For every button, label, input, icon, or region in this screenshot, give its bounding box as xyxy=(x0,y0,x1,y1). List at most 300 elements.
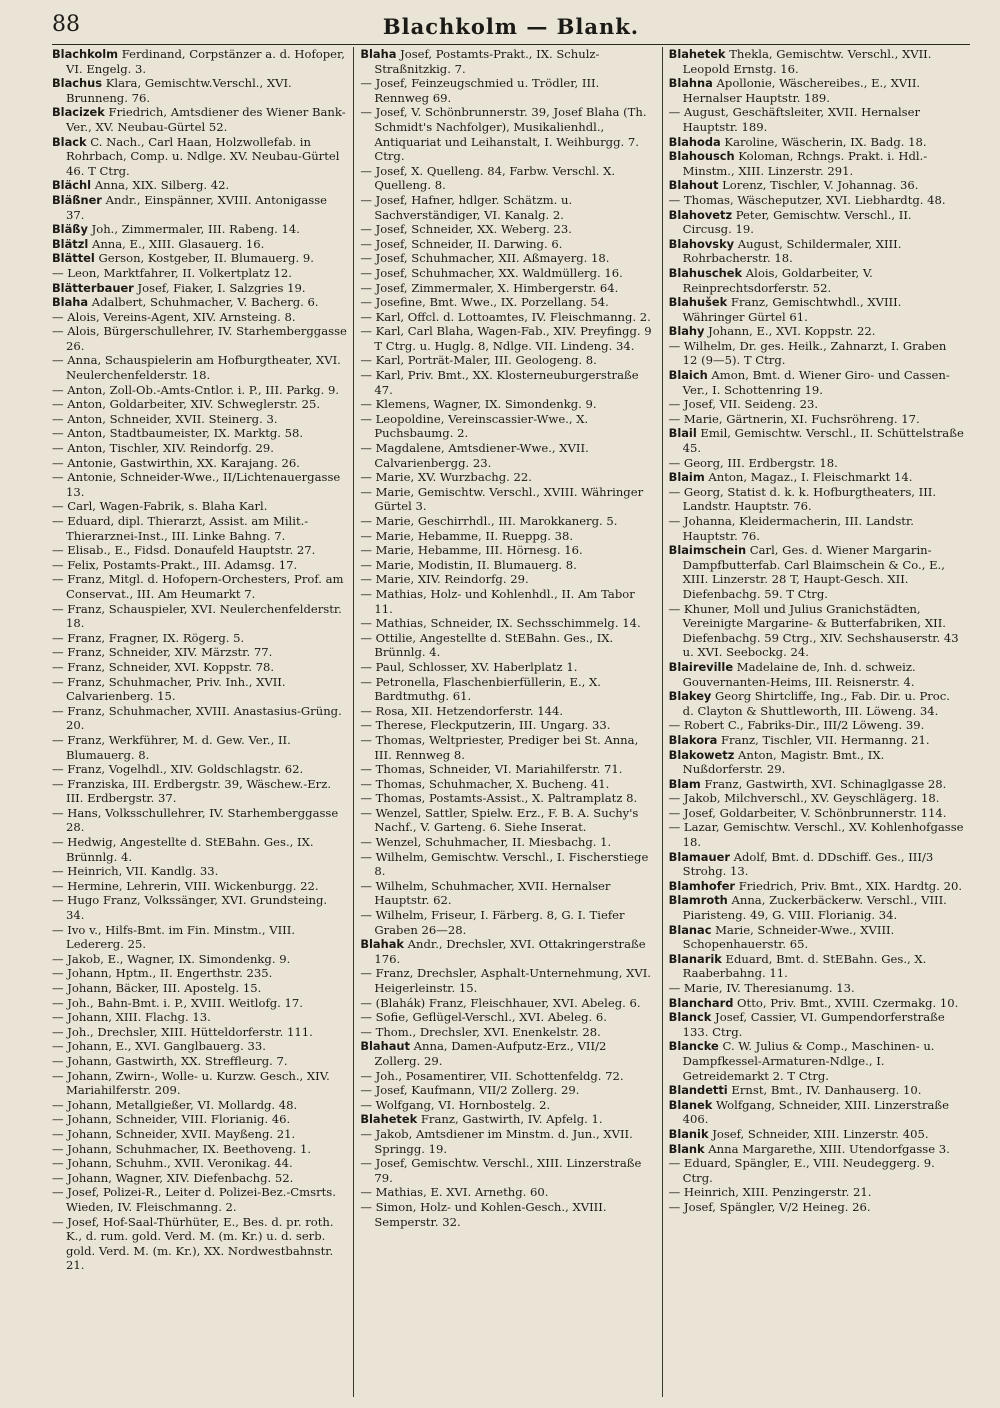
entry-details: — Khuner, Moll und Julius Granichstädten, Vereinigte Margarine- & Butterfabriken, XII. Diefenbachg. 59 Ctrg., XIV. Sechshauserstr. 43 u. XVI. Seebockg. 24. xyxy=(668,601,959,660)
directory-entry xyxy=(52,1025,347,1040)
entry-details: — Felix, Postamts-Prakt., III. Adamsg. 17. xyxy=(52,557,298,572)
directory-entry xyxy=(360,1069,655,1084)
entry-details: Anna, E., XIII. Glasauerg. 16. xyxy=(88,236,265,251)
directory-entry xyxy=(360,966,655,995)
directory-entry xyxy=(360,281,655,296)
entry-details: — Leon, Marktfahrer, II. Volkertplatz 12. xyxy=(52,265,292,280)
entry-details: — Josef, Kaufmann, VII/2 Zollerg. 29. xyxy=(360,1083,580,1098)
entry-details: Anna, Zuckerbäckerw. Verschl., VIII. Piaristeng. 49, G. VIII. Florianig. 34. xyxy=(682,893,947,923)
entry-surname: Blahaut xyxy=(360,1039,410,1054)
entry-surname: Bläßner xyxy=(52,192,102,207)
entry-details: — Marie, Modistin, II. Blumauerg. 8. xyxy=(360,557,577,572)
entry-details: Anna, XIX. Silberg. 42. xyxy=(91,178,230,193)
entry-details: — Joh., Bahn-Bmt. i. P., XVIII. Weitlofg. 17. xyxy=(52,995,303,1010)
directory-entry xyxy=(360,266,655,281)
entry-details: — Johann, Hptm., II. Engerthstr. 235. xyxy=(52,966,273,981)
directory-entry xyxy=(669,733,964,748)
directory-entry xyxy=(360,733,655,762)
directory-entry xyxy=(669,149,964,178)
directory-columns xyxy=(52,47,970,1397)
directory-entry xyxy=(52,923,347,952)
directory-entry xyxy=(669,295,964,324)
directory-entry xyxy=(669,208,964,237)
entry-surname: Blaha xyxy=(52,295,89,310)
directory-entry xyxy=(360,237,655,252)
entry-details: — Marie, Geschirrhdl., III. Marokkanerg. 5. xyxy=(360,514,618,528)
entry-details: — Jakob, E., Wagner, IX. Simondenkg. 9. xyxy=(52,951,291,966)
entry-surname: Blahna xyxy=(668,76,713,91)
entry-details: Josef, Schneider, XIII. Linzerstr. 405. xyxy=(708,1126,929,1141)
entry-details: — Josef, Polizei-R., Leiter d. Polizei-Bez.-Cmsrts. Wieden, IV. Fleischmanng. 2. xyxy=(52,1185,336,1214)
entry-surname: Blamauer xyxy=(668,849,730,864)
entry-surname: Blaimschein xyxy=(668,543,747,558)
directory-entry xyxy=(360,1025,655,1040)
directory-entry xyxy=(360,529,655,544)
entry-surname: Blahetek xyxy=(360,1112,418,1127)
entry-details: — Josef, Schneider, XX. Weberg. 23. xyxy=(360,222,572,237)
directory-entry xyxy=(52,1069,347,1098)
entry-details: — Mathias, Holz- und Kohlenhdl., II. Am Tabor 11. xyxy=(360,586,635,616)
entry-details: C. W. Julius & Comp., Maschinen- u. Dampfkessel-Armaturen-Ndlge., I. Getreidemarkt 2. T Ctrg. xyxy=(682,1039,935,1083)
directory-entry xyxy=(360,324,655,353)
entry-details: Madelaine de, Inh. d. schweiz. Gouvernanten-Heims, III. Reisnerstr. 4. xyxy=(682,659,916,689)
entry-surname: Blachus xyxy=(52,76,103,91)
entry-details: — Johann, Schuhmacher, IX. Beethoveng. 1. xyxy=(52,1141,312,1156)
entry-details: — Anna, Schauspielerin am Hofburgtheater, XVI. Neulerchenfelderstr. 18. xyxy=(52,353,341,383)
entry-surname: Blanac xyxy=(668,922,712,937)
entry-details: — Karl, Priv. Bmt., XX. Klosterneuburgerstraße 47. xyxy=(360,368,639,397)
directory-entry xyxy=(360,704,655,719)
entry-details: — Paul, Schlosser, XV. Haberlplatz 1. xyxy=(360,659,578,674)
entry-details: — Marie, Hebamme, III. Hörnesg. 16. xyxy=(360,543,583,558)
entry-details: — Marie, XV. Wurzbachg. 22. xyxy=(360,470,532,485)
directory-entry xyxy=(360,164,655,193)
entry-surname: Blandetti xyxy=(668,1083,728,1098)
directory-entry xyxy=(360,295,655,310)
entry-details: — Ottilie, Angestellte d. StEBahn. Ges., IX. Brünnlg. 4. xyxy=(360,630,614,660)
directory-entry xyxy=(52,572,347,601)
page-header xyxy=(52,8,970,45)
directory-entry xyxy=(669,426,964,455)
entry-details: — (Blahák) Franz, Fleischhauer, XVI. Abeleg. 6. xyxy=(360,995,641,1010)
entry-details: — Franziska, III. Erdbergstr. 39, Wäschew.-Erz. III. Erdbergstr. 37. xyxy=(52,776,332,806)
directory-entry xyxy=(52,952,347,967)
directory-entry xyxy=(52,499,347,514)
directory-entry xyxy=(52,456,347,471)
directory-entry xyxy=(360,572,655,587)
entry-details: — Johanna, Kleidermacherin, III. Landstr. Hauptstr. 76. xyxy=(668,514,914,543)
directory-entry xyxy=(669,1127,964,1142)
entry-details: — Anton, Stadtbaumeister, IX. Marktg. 58. xyxy=(52,426,304,441)
entry-details: — Franz, Fragner, IX. Rögerg. 5. xyxy=(52,630,245,645)
directory-entry xyxy=(52,237,347,252)
entry-surname: Blahak xyxy=(360,937,404,952)
entry-details: — Karl, Porträt-Maler, III. Geologeng. 8. xyxy=(360,353,597,368)
directory-entry xyxy=(360,631,655,660)
directory-entry xyxy=(669,193,964,208)
entry-surname: Blanchard xyxy=(668,995,734,1010)
entry-details: — Wilhelm, Schuhmacher, XVII. Hernalser Hauptstr. 62. xyxy=(360,878,611,908)
entry-details: — Anton, Goldarbeiter, XIV. Schweglerstr. 25. xyxy=(52,397,321,412)
entry-details: — Josef, Feinzeugschmied u. Trödler, III. Rennweg 69. xyxy=(360,76,600,105)
directory-entry xyxy=(52,558,347,573)
entry-details: — Petronella, Flaschenbierfüllerin, E., X. Bardtmuthg. 61. xyxy=(360,674,601,704)
entry-details: Andr., Drechsler, XVI. Ottakringerstraße 176. xyxy=(374,937,646,966)
entry-details: Franz, Gastwirth, IV. Apfelg. 1. xyxy=(417,1112,603,1127)
entry-details: — Franz, Schuhmacher, Priv. Inh., XVII. Calvarienberg. 15. xyxy=(52,674,286,704)
entry-details: — Wilhelm, Friseur, I. Färberg. 8, G. I. Tiefer Graben 26—28. xyxy=(360,908,625,937)
entry-surname: Blächl xyxy=(52,178,92,193)
entry-details: — Marie, IV. Theresianumg. 13. xyxy=(668,981,855,995)
directory-entry xyxy=(669,76,964,105)
entry-details: — Marie, Gemischtw. Verschl., XVIII. Währinger Gürtel 3. xyxy=(360,484,644,514)
entry-surname: Blaireville xyxy=(668,659,734,674)
directory-entry xyxy=(669,1142,964,1157)
directory-entry xyxy=(52,135,347,179)
directory-entry xyxy=(52,178,347,193)
entry-details: — Sofie, Geflügel-Verschl., XVI. Abeleg. 6. xyxy=(360,1010,607,1025)
directory-entry xyxy=(360,47,655,76)
directory-entry xyxy=(52,1127,347,1142)
directory-entry xyxy=(360,996,655,1011)
entry-details: Apollonie, Wäschereibes., E., XVII. Hernalser Hauptstr. 189. xyxy=(682,76,921,105)
entry-details: C. Nach., Carl Haan, Holzwollefab. in Rohrbach, Comp. u. Ndlge. XV. Neubau-Gürtel 46. T Ctrg. xyxy=(66,134,340,178)
entry-details: — Josefine, Bmt. Wwe., IX. Porzellang. 54. xyxy=(360,295,609,310)
entry-details: — Ivo v., Hilfs-Bmt. im Fin. Minstm., VIII. Ledererg. 25. xyxy=(52,922,296,952)
entry-details: Emil, Gemischtw. Verschl., II. Schüttelstraße 45. xyxy=(682,426,964,456)
entry-surname: Blahetek xyxy=(668,47,726,61)
entry-details: Gerson, Kostgeber, II. Blumauerg. 9. xyxy=(94,251,314,266)
directory-entry xyxy=(669,178,964,193)
directory-entry xyxy=(669,1039,964,1083)
directory-entry xyxy=(360,368,655,397)
entry-details: Amon, Bmt. d. Wiener Giro- und Cassen-Ver., I. Schottenring 19. xyxy=(682,368,950,397)
entry-surname: Blank xyxy=(668,1141,705,1156)
entry-details: Peter, Gemischtw. Verschl., II. Circusg. 19. xyxy=(682,207,912,237)
entry-details: — Franz, Werkführer, M. d. Gew. Ver., II. Blumauerg. 8. xyxy=(52,732,291,762)
directory-entry xyxy=(669,1185,964,1200)
entry-details: — Magdalene, Amtsdiener-Wwe., XVII. Calvarienbergg. 23. xyxy=(360,441,589,470)
entry-details: — Franz, Schneider, XIV. Märzstr. 77. xyxy=(52,645,273,660)
directory-entry xyxy=(360,1098,655,1113)
entry-details: — Heinrich, XIII. Penzingerstr. 21. xyxy=(668,1185,872,1200)
entry-details: Koloman, Rchngs. Prakt. i. Hdl.-Minstm., XIII. Linzerstr. 291. xyxy=(682,149,928,178)
directory-entry xyxy=(360,850,655,879)
entry-surname: Blakora xyxy=(668,732,718,747)
directory-entry xyxy=(669,324,964,339)
entry-surname: Blail xyxy=(668,426,697,441)
directory-entry xyxy=(360,1156,655,1185)
entry-surname: Blahoda xyxy=(668,134,721,149)
directory-entry xyxy=(52,193,347,222)
directory-entry xyxy=(669,820,964,849)
directory-entry xyxy=(52,1112,347,1127)
directory-entry xyxy=(52,543,347,558)
entry-details: — Wolfgang, VI. Hornbostelg. 2. xyxy=(360,1097,551,1112)
entry-details: — Marie, Gärtnerin, XI. Fuchsröhreng. 17. xyxy=(668,411,920,426)
directory-entry xyxy=(669,237,964,266)
directory-entry xyxy=(669,718,964,733)
entry-details: — Antonie, Gastwirthin, XX. Karajang. 26. xyxy=(52,455,300,470)
entry-details: — Heinrich, VII. Kandlg. 33. xyxy=(52,864,219,879)
entry-surname: Blätzl xyxy=(52,236,89,251)
entry-details: — Jakob, Amtsdiener im Minstm. d. Jun., XVII. Springg. 19. xyxy=(360,1126,633,1156)
entry-details: Josef, Fiaker, I. Salzgries 19. xyxy=(133,280,306,295)
entry-details: Karoline, Wäscherin, IX. Badg. 18. xyxy=(720,134,927,149)
entry-details: Anna, Damen-Aufputz-Erz., VII/2 Zollerg. 29. xyxy=(374,1039,607,1068)
entry-surname: Blaim xyxy=(668,470,705,485)
entry-surname: Blakey xyxy=(668,689,712,704)
entry-details: Wolfgang, Schneider, XIII. Linzerstraße 406. xyxy=(682,1097,950,1127)
entry-details: — Jakob, Milchverschl., XV. Geyschlägerg. 18. xyxy=(668,791,940,806)
column-2 xyxy=(353,47,661,1397)
entry-details: — Johann, Schneider, XVII. Mayßeng. 21. xyxy=(52,1126,296,1141)
directory-entry xyxy=(52,733,347,762)
directory-entry xyxy=(669,1083,964,1098)
directory-entry xyxy=(360,193,655,222)
directory-entry xyxy=(669,1010,964,1039)
entry-details: — Johann, Gastwirth, XX. Streffleurg. 7. xyxy=(52,1053,288,1068)
entry-surname: Blahovetz xyxy=(668,207,733,222)
entry-details: — Hans, Volksschullehrer, IV. Starhemberggasse 28. xyxy=(52,805,339,835)
entry-surname: Blam xyxy=(668,776,701,791)
directory-entry xyxy=(669,339,964,368)
entry-details: August, Schildermaler, XIII. Rohrbacherstr. 18. xyxy=(682,236,902,266)
directory-entry xyxy=(360,251,655,266)
entry-surname: Bläßy xyxy=(52,222,88,237)
directory-entry xyxy=(360,543,655,558)
directory-entry xyxy=(669,543,964,601)
entry-details: — Thomas, Weltpriester, Prediger bei St. Anna, III. Rennweg 8. xyxy=(360,732,639,762)
entry-surname: Blamhofer xyxy=(668,878,736,893)
directory-entry xyxy=(360,835,655,850)
entry-details: Franz, Tischler, VII. Hermanng. 21. xyxy=(717,732,930,747)
entry-details: — Johann, Bäcker, III. Apostelg. 15. xyxy=(52,981,262,995)
entry-surname: Blacizek xyxy=(52,105,105,120)
entry-details: Anton, Magistr. Bmt., IX. Nußdorferstr. 29. xyxy=(682,747,885,777)
entry-details: — Anton, Zoll-Ob.-Amts-Cntlor. i. P., III. Parkg. 9. xyxy=(52,382,340,397)
directory-entry xyxy=(360,397,655,412)
directory-entry xyxy=(52,1010,347,1025)
entry-details: — Johann, XIII. Flachg. 13. xyxy=(52,1010,211,1025)
entry-details: Johann, E., XVI. Koppstr. 22. xyxy=(704,324,876,339)
directory-entry xyxy=(360,1112,655,1127)
directory-entry xyxy=(52,602,347,631)
entry-details: — Thomas, Postamts-Assist., X. Paltramplatz 8. xyxy=(360,791,638,806)
entry-details: Anton, Magaz., I. Fleischmarkt 14. xyxy=(704,470,913,485)
entry-details: Ferdinand, Corpstänzer a. d. Hofoper, VI. Engelg. 3. xyxy=(66,47,345,76)
entry-surname: Blakowetz xyxy=(668,747,735,762)
directory-entry xyxy=(669,777,964,792)
directory-entry xyxy=(360,470,655,485)
entry-details: Georg Shirtcliffe, Ing., Fab. Dir. u. Proc. d. Clayton & Shuttleworth, III. Löweng. 34. xyxy=(682,689,950,718)
directory-entry xyxy=(52,893,347,922)
directory-entry xyxy=(360,879,655,908)
directory-entry xyxy=(669,791,964,806)
entry-surname: Blancke xyxy=(668,1039,719,1054)
directory-entry xyxy=(52,441,347,456)
directory-entry xyxy=(669,923,964,952)
entry-surname: Blaich xyxy=(668,368,708,383)
entry-details: — Alois, Vereins-Agent, XIV. Arnsteing. 8. xyxy=(52,309,296,324)
entry-details: Josef, Postamts-Prakt., IX. Schulz-Straßnitzkig. 7. xyxy=(374,47,600,76)
entry-details: Adalbert, Schuhmacher, V. Bacherg. 6. xyxy=(88,295,319,310)
entry-surname: Blahout xyxy=(668,178,719,193)
directory-entry xyxy=(669,748,964,777)
entry-surname: Blanarik xyxy=(668,951,722,966)
entry-surname: Blättel xyxy=(52,251,95,266)
directory-entry xyxy=(669,879,964,894)
directory-entry xyxy=(360,1185,655,1200)
directory-entry xyxy=(52,266,347,281)
entry-details: — Simon, Holz- und Kohlen-Gesch., XVIII. Semperstr. 32. xyxy=(360,1199,607,1229)
directory-entry xyxy=(52,1039,347,1054)
directory-entry xyxy=(52,1156,347,1171)
directory-entry xyxy=(360,616,655,631)
entry-details: — Josef, V. Schönbrunnerstr. 39, Josef Blaha (Th. Schmidt's Nachfolger), Musikalienhdl., Antiquariat und Leihanstalt, I. Weihburgg. 7. Ctrg. xyxy=(360,105,647,164)
entry-details: — Wilhelm, Dr. ges. Heilk., Zahnarzt, I. Graben 12 (9—5). T Ctrg. xyxy=(668,338,947,368)
entry-details: — Joh., Posamentirer, VII. Schottenfeldg. 72. xyxy=(360,1068,624,1083)
directory-entry xyxy=(360,222,655,237)
directory-entry xyxy=(669,1200,964,1215)
directory-entry xyxy=(52,835,347,864)
directory-entry xyxy=(360,76,655,105)
directory-entry xyxy=(669,470,964,485)
directory-entry xyxy=(360,1039,655,1068)
entry-surname: Blahy xyxy=(668,324,705,339)
directory-entry xyxy=(52,864,347,879)
directory-entry xyxy=(52,966,347,981)
entry-details: — Josef, Schuhmacher, XII. Aßmayerg. 18. xyxy=(360,251,610,266)
directory-entry xyxy=(52,281,347,296)
directory-entry xyxy=(669,397,964,412)
entry-details: — Wenzel, Sattler, Spielw. Erz., F. B. A. Suchy's Nachf., V. Garteng. 6. Siehe Inserat. xyxy=(360,805,639,835)
entry-surname: Blahuschek xyxy=(668,265,743,280)
directory-entry xyxy=(669,806,964,821)
entry-details: — Eduard, dipl. Thierarzt, Assist. am Milit.-Thierarznei-Inst., III. Linke Bahng. 7. xyxy=(52,514,309,543)
entry-surname: Blaha xyxy=(360,47,397,61)
entry-details: — Wenzel, Schuhmacher, II. Miesbachg. 1. xyxy=(360,835,612,850)
directory-entry xyxy=(669,47,964,76)
directory-entry xyxy=(360,1127,655,1156)
entry-details: — Josef, Hof-Saal-Thürhüter, E., Bes. d. pr. roth. K., d. rum. gold. Verd. M. (m. Kr.) u. d. serb. gold. Verd. M. (m. Kr.), XX. Nordwestbahnstr. 21. xyxy=(52,1214,334,1273)
directory-entry xyxy=(360,791,655,806)
entry-details: — Karl, Carl Blaha, Wagen-Fab., XIV. Preyfingg. 9 T Ctrg. u. Huglg. 8, Ndlge. VII. Lindeng. 34. xyxy=(360,324,652,353)
entry-surname: Blahušek xyxy=(668,295,728,310)
entry-details: — Carl, Wagen-Fabrik, s. Blaha Karl. xyxy=(52,499,268,514)
entry-surname: Blanck xyxy=(668,1010,712,1025)
directory-entry xyxy=(52,777,347,806)
entry-details: — Josef, Zimmermaler, X. Himbergerstr. 64. xyxy=(360,280,619,295)
directory-entry xyxy=(669,952,964,981)
directory-entry xyxy=(52,1185,347,1214)
directory-entry xyxy=(669,981,964,996)
directory-entry xyxy=(52,222,347,237)
entry-details: Thekla, Gemischtw. Verschl., XVII. Leopold Ernstg. 16. xyxy=(682,47,932,76)
directory-entry xyxy=(52,996,347,1011)
directory-entry xyxy=(52,1098,347,1113)
directory-entry xyxy=(669,660,964,689)
directory-entry xyxy=(360,310,655,325)
directory-entry xyxy=(360,105,655,163)
entry-surname: Blanek xyxy=(668,1097,713,1112)
directory-entry xyxy=(52,353,347,382)
directory-entry xyxy=(52,310,347,325)
directory-entry xyxy=(52,426,347,441)
entry-details: Anna Margarethe, XIII. Utendorfgasse 3. xyxy=(704,1141,950,1156)
entry-details: — Wilhelm, Gemischtw. Verschl., I. Fischerstiege 8. xyxy=(360,849,649,879)
directory-entry xyxy=(52,806,347,835)
directory-entry xyxy=(52,675,347,704)
entry-details: — Johann, E., XVI. Ganglbauerg. 33. xyxy=(52,1039,266,1054)
directory-entry xyxy=(52,981,347,996)
entry-details: Lorenz, Tischler, V. Johannag. 36. xyxy=(718,178,919,193)
directory-entry xyxy=(52,660,347,675)
entry-details: — Franz, Schuhmacher, XVIII. Anastasius-Grüng. 20. xyxy=(52,703,342,733)
directory-entry xyxy=(360,514,655,529)
directory-entry xyxy=(669,602,964,660)
entry-surname: Blahousch xyxy=(668,149,735,164)
entry-details: Marie, Schneider-Wwe., XVIII. Schopenhauerstr. 65. xyxy=(682,922,895,952)
directory-entry xyxy=(360,1010,655,1025)
entry-details: Otto, Priv. Bmt., XVIII. Czermakg. 10. xyxy=(733,995,959,1010)
entry-details: — Joh., Drechsler, XIII. Hütteldorferstr. 111. xyxy=(52,1024,313,1039)
directory-entry xyxy=(669,689,964,718)
directory-entry xyxy=(669,514,964,543)
entry-details: Eduard, Bmt. d. StEBahn. Ges., X. Raaberbahng. 11. xyxy=(682,951,927,981)
entry-details: — Anton, Schneider, XVII. Steinerg. 3. xyxy=(52,411,278,426)
directory-entry xyxy=(52,470,347,499)
entry-details: — Franz, Vogelhdl., XIV. Goldschlagstr. 62. xyxy=(52,762,304,777)
entry-surname: Black xyxy=(52,134,87,149)
directory-entry xyxy=(669,893,964,922)
entry-details: — Josef, X. Quelleng. 84, Farbw. Verschl. X. Quelleng. 8. xyxy=(360,163,616,193)
entry-details: — Hedwig, Angestellte d. StEBahn. Ges., IX. Brünnlg. 4. xyxy=(52,835,314,864)
entry-details: — Johann, Metallgießer, VI. Mollardg. 48. xyxy=(52,1097,298,1112)
directory-entry xyxy=(52,295,347,310)
entry-details: — Karl, Offcl. d. Lottoamtes, IV. Fleischmanng. 2. xyxy=(360,309,651,324)
directory-entry xyxy=(669,850,964,879)
directory-entry xyxy=(360,660,655,675)
entry-surname: Blamroth xyxy=(668,893,728,908)
directory-entry xyxy=(669,456,964,471)
directory-entry xyxy=(52,1215,347,1273)
directory-entry xyxy=(52,631,347,646)
entry-details: — Eduard, Spängler, E., VIII. Neudeggerg. 9. Ctrg. xyxy=(668,1156,935,1185)
directory-entry xyxy=(360,777,655,792)
directory-entry xyxy=(360,718,655,733)
directory-entry xyxy=(52,47,347,76)
entry-surname: Blanik xyxy=(668,1126,709,1141)
entry-details: — Josef, Spängler, V/2 Heineg. 26. xyxy=(668,1199,871,1214)
entry-details: — Leopoldine, Vereinscassier-Wwe., X. Puchsbaumg. 2. xyxy=(360,411,589,441)
entry-details: — Lazar, Gemischtw. Verschl., XV. Kohlenhofgasse 18. xyxy=(668,820,964,850)
entry-details: — August, Geschäftsleiter, XVII. Hernalser Hauptstr. 189. xyxy=(668,105,921,134)
directory-entry xyxy=(52,324,347,353)
entry-details: — Josef, Schuhmacher, XX. Waldmüllerg. 16. xyxy=(360,265,623,280)
directory-entry xyxy=(669,485,964,514)
directory-entry xyxy=(52,397,347,412)
entry-details: Josef, Cassier, VI. Gumpendorferstraße 133. Ctrg. xyxy=(682,1010,945,1039)
directory-entry xyxy=(360,762,655,777)
page-title: Blachkolm — Blank. xyxy=(382,14,640,39)
directory-entry xyxy=(52,514,347,543)
entry-details: Alois, Goldarbeiter, V. Reinprechtsdorferstr. 52. xyxy=(682,265,873,295)
entry-details: — Antonie, Schneider-Wwe., II/Lichtenauergasse 13. xyxy=(52,470,341,499)
directory-entry xyxy=(669,368,964,397)
entry-details: — Josef, Schneider, II. Darwing. 6. xyxy=(360,236,563,251)
directory-entry xyxy=(52,383,347,398)
